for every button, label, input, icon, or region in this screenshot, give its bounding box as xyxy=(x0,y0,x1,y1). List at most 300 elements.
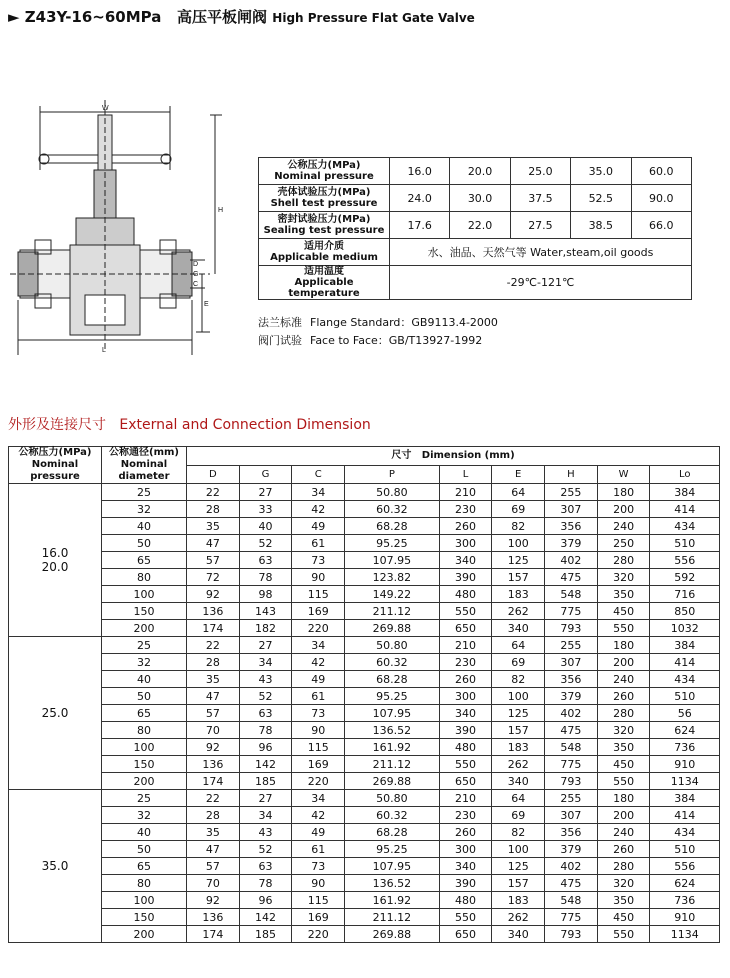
dimension-cell: 269.88 xyxy=(345,620,440,637)
title-en: High Pressure Flat Gate Valve xyxy=(272,11,475,25)
dimension-cell: 115 xyxy=(292,892,345,909)
dimension-cell: 100 xyxy=(492,535,545,552)
dimension-cell: 220 xyxy=(292,620,345,637)
dimension-cell: 90 xyxy=(292,569,345,586)
dimension-cell: 350 xyxy=(597,739,650,756)
dimension-cell: 63 xyxy=(239,552,292,569)
dimension-cell: 50.80 xyxy=(345,637,440,654)
spec-label: 密封试验压力(MPa) Sealing test pressure xyxy=(259,212,390,239)
column-header: Lo xyxy=(650,465,720,484)
dimension-cell: 1134 xyxy=(650,926,720,943)
dimension-cell: 100 xyxy=(492,688,545,705)
dimension-cell: 320 xyxy=(597,722,650,739)
column-header: C xyxy=(292,465,345,484)
diameter-cell: 25 xyxy=(102,790,187,807)
dimension-cell: 402 xyxy=(545,858,598,875)
dimension-cell: 82 xyxy=(492,671,545,688)
dimension-cell: 320 xyxy=(597,875,650,892)
dimension-cell: 185 xyxy=(239,926,292,943)
dimension-cell: 356 xyxy=(545,518,598,535)
dimension-cell: 125 xyxy=(492,858,545,875)
dimension-cell: 47 xyxy=(187,688,240,705)
dimension-cell: 260 xyxy=(597,841,650,858)
dimension-cell: 50.80 xyxy=(345,484,440,501)
dimension-cell: 100 xyxy=(492,841,545,858)
table-row xyxy=(9,501,720,518)
dimension-cell: 260 xyxy=(439,671,492,688)
dimension-cell: 49 xyxy=(292,518,345,535)
table-row xyxy=(9,552,720,569)
dimension-cell: 414 xyxy=(650,501,720,518)
dimension-cell: 262 xyxy=(492,756,545,773)
dimension-cell: 96 xyxy=(239,892,292,909)
dimension-cell: 157 xyxy=(492,722,545,739)
title-model: Z43Y-16~60MPa xyxy=(24,8,162,26)
dimension-cell: 136.52 xyxy=(345,722,440,739)
dimension-cell: 61 xyxy=(292,688,345,705)
standards xyxy=(258,314,506,350)
dimension-cell: 70 xyxy=(187,722,240,739)
dimension-cell: 47 xyxy=(187,535,240,552)
dimension-cell: 910 xyxy=(650,909,720,926)
dimension-cell: 34 xyxy=(239,807,292,824)
dimension-cell: 300 xyxy=(439,688,492,705)
dimension-cell: 60.32 xyxy=(345,501,440,518)
dimension-cell: 548 xyxy=(545,739,598,756)
dimension-cell: 92 xyxy=(187,739,240,756)
dimension-cell: 35 xyxy=(187,518,240,535)
dimension-cell: 125 xyxy=(492,705,545,722)
dimension-cell: 92 xyxy=(187,586,240,603)
dimension-cell: 157 xyxy=(492,569,545,586)
spec-value: 24.0 xyxy=(390,185,450,212)
dimension-cell: 95.25 xyxy=(345,841,440,858)
dimension-cell: 510 xyxy=(650,535,720,552)
table-row xyxy=(9,773,720,790)
dimension-cell: 350 xyxy=(597,586,650,603)
dimension-cell: 78 xyxy=(239,875,292,892)
dim-label-h: H xyxy=(218,207,224,214)
face-standard: 阀门试验 Face to Face：GB/T13927-1992 xyxy=(258,334,483,347)
diameter-cell: 32 xyxy=(102,654,187,671)
table-row xyxy=(9,637,720,654)
dimension-cell: 22 xyxy=(187,637,240,654)
dimension-cell: 90 xyxy=(292,722,345,739)
dimension-cell: 434 xyxy=(650,518,720,535)
dimension-cell: 52 xyxy=(239,841,292,858)
dimension-cell: 95.25 xyxy=(345,535,440,552)
dimension-cell: 210 xyxy=(439,637,492,654)
dimension-cell: 73 xyxy=(292,552,345,569)
pressure-group-cell: 35.0 xyxy=(9,790,102,943)
dimension-cell: 384 xyxy=(650,637,720,654)
dimension-cell: 78 xyxy=(239,722,292,739)
dimension-cell: 414 xyxy=(650,807,720,824)
dimension-cell: 650 xyxy=(439,926,492,943)
dimension-cell: 210 xyxy=(439,484,492,501)
diameter-cell: 25 xyxy=(102,484,187,501)
dimension-cell: 1134 xyxy=(650,773,720,790)
dimension-cell: 182 xyxy=(239,620,292,637)
dimension-cell: 550 xyxy=(597,926,650,943)
dimension-cell: 57 xyxy=(187,858,240,875)
dim-label-c: C xyxy=(193,281,199,288)
dimension-cell: 185 xyxy=(239,773,292,790)
dimension-cell: 68.28 xyxy=(345,518,440,535)
dimension-cell: 42 xyxy=(292,501,345,518)
dimension-cell: 230 xyxy=(439,501,492,518)
column-header: P xyxy=(345,465,440,484)
dimension-cell: 475 xyxy=(545,569,598,586)
pressure-group-cell: 16.0 20.0 xyxy=(9,484,102,637)
dimension-cell: 115 xyxy=(292,739,345,756)
dimension-cell: 107.95 xyxy=(345,705,440,722)
dimension-cell: 650 xyxy=(439,773,492,790)
dimension-cell: 68.28 xyxy=(345,824,440,841)
dimension-cell: 390 xyxy=(439,875,492,892)
dimension-cell: 22 xyxy=(187,484,240,501)
dimension-cell: 56 xyxy=(650,705,720,722)
spec-value: 25.0 xyxy=(510,158,570,185)
column-header: G xyxy=(239,465,292,484)
diameter-cell: 200 xyxy=(102,773,187,790)
table-row xyxy=(9,518,720,535)
table-row xyxy=(9,909,720,926)
dimension-cell: 320 xyxy=(597,569,650,586)
dimension-cell: 98 xyxy=(239,586,292,603)
spec-value: 37.5 xyxy=(510,185,570,212)
dimension-cell: 480 xyxy=(439,739,492,756)
dimension-cell: 340 xyxy=(439,552,492,569)
dimension-cell: 174 xyxy=(187,773,240,790)
spec-value: 30.0 xyxy=(450,185,510,212)
dimension-cell: 90 xyxy=(292,875,345,892)
dimension-cell: 1032 xyxy=(650,620,720,637)
dimension-cell: 34 xyxy=(292,637,345,654)
table-row xyxy=(9,756,720,773)
diameter-cell: 50 xyxy=(102,841,187,858)
dimension-cell: 775 xyxy=(545,603,598,620)
table-row xyxy=(9,892,720,909)
dimension-cell: 174 xyxy=(187,620,240,637)
diameter-cell: 40 xyxy=(102,824,187,841)
dimension-cell: 211.12 xyxy=(345,756,440,773)
dimension-cell: 384 xyxy=(650,484,720,501)
spec-value: 52.5 xyxy=(571,185,631,212)
dimension-cell: 42 xyxy=(292,807,345,824)
dimension-cell: 40 xyxy=(239,518,292,535)
dimension-cell: 624 xyxy=(650,875,720,892)
dimension-cell: 61 xyxy=(292,535,345,552)
dimension-cell: 480 xyxy=(439,892,492,909)
dimension-cell: 650 xyxy=(439,620,492,637)
dimension-cell: 69 xyxy=(492,654,545,671)
dimension-cell: 142 xyxy=(239,756,292,773)
table-row xyxy=(9,586,720,603)
dimension-cell: 60.32 xyxy=(345,654,440,671)
dimension-cell: 280 xyxy=(597,858,650,875)
dimension-cell: 27 xyxy=(239,790,292,807)
dimension-cell: 125 xyxy=(492,552,545,569)
dimension-cell: 174 xyxy=(187,926,240,943)
dimension-cell: 143 xyxy=(239,603,292,620)
dim-label-w: W xyxy=(102,105,109,112)
dimension-cell: 548 xyxy=(545,586,598,603)
dimension-cell: 220 xyxy=(292,773,345,790)
spec-label: 壳体试验压力(MPa) Shell test pressure xyxy=(259,185,390,212)
table-row xyxy=(9,671,720,688)
diameter-cell: 32 xyxy=(102,807,187,824)
dimension-cell: 240 xyxy=(597,671,650,688)
dimension-cell: 52 xyxy=(239,688,292,705)
dimension-cell: 96 xyxy=(239,739,292,756)
dimension-cell: 136.52 xyxy=(345,875,440,892)
dimension-cell: 775 xyxy=(545,909,598,926)
spec-value: 22.0 xyxy=(450,212,510,239)
dimension-cell: 379 xyxy=(545,535,598,552)
spec-value: 66.0 xyxy=(631,212,692,239)
dimension-cell: 183 xyxy=(492,892,545,909)
dimension-cell: 64 xyxy=(492,484,545,501)
diameter-cell: 200 xyxy=(102,926,187,943)
dimension-cell: 434 xyxy=(650,824,720,841)
dimension-cell: 183 xyxy=(492,586,545,603)
dimension-cell: 550 xyxy=(439,909,492,926)
dimension-cell: 115 xyxy=(292,586,345,603)
column-header: D xyxy=(187,465,240,484)
dimension-cell: 250 xyxy=(597,535,650,552)
dimension-cell: 28 xyxy=(187,501,240,518)
dimension-cell: 169 xyxy=(292,756,345,773)
dimension-cell: 72 xyxy=(187,569,240,586)
diameter-cell: 80 xyxy=(102,875,187,892)
dimension-cell: 379 xyxy=(545,688,598,705)
spec-table xyxy=(258,157,692,300)
dimension-cell: 340 xyxy=(439,858,492,875)
dimension-cell: 52 xyxy=(239,535,292,552)
diameter-cell: 50 xyxy=(102,535,187,552)
dimension-cell: 550 xyxy=(597,620,650,637)
dimension-cell: 57 xyxy=(187,552,240,569)
dimension-cell: 169 xyxy=(292,909,345,926)
dimension-cell: 910 xyxy=(650,756,720,773)
dimension-cell: 550 xyxy=(439,603,492,620)
dimension-cell: 340 xyxy=(492,620,545,637)
table-row xyxy=(9,620,720,637)
dimension-cell: 183 xyxy=(492,739,545,756)
dimension-cell: 169 xyxy=(292,603,345,620)
dimension-cell: 82 xyxy=(492,824,545,841)
dimension-cell: 280 xyxy=(597,552,650,569)
flange-standard: 法兰标准 Flange Standard：GB9113.4-2000 xyxy=(258,316,498,329)
dimension-cell: 180 xyxy=(597,637,650,654)
dimension-cell: 550 xyxy=(597,773,650,790)
page-title xyxy=(8,6,475,27)
diameter-cell: 200 xyxy=(102,620,187,637)
dimension-cell: 73 xyxy=(292,858,345,875)
dim-label-e: E xyxy=(204,301,209,308)
table-row xyxy=(9,688,720,705)
dimension-cell: 57 xyxy=(187,705,240,722)
dim-label-g: G xyxy=(193,271,199,278)
spec-value: 38.5 xyxy=(571,212,631,239)
column-header: E xyxy=(492,465,545,484)
dimension-cell: 793 xyxy=(545,773,598,790)
dimension-cell: 260 xyxy=(439,518,492,535)
table-row xyxy=(9,484,720,501)
dimension-cell: 34 xyxy=(239,654,292,671)
table-row xyxy=(9,535,720,552)
dimension-cell: 200 xyxy=(597,807,650,824)
dimension-cell: 356 xyxy=(545,824,598,841)
table-row xyxy=(9,858,720,875)
spec-row xyxy=(259,212,692,239)
column-header: W xyxy=(597,465,650,484)
diameter-cell: 150 xyxy=(102,909,187,926)
dimension-cell: 157 xyxy=(492,875,545,892)
spec-value: 60.0 xyxy=(631,158,692,185)
dimension-cell: 47 xyxy=(187,841,240,858)
dimension-cell: 180 xyxy=(597,484,650,501)
dimension-cell: 450 xyxy=(597,909,650,926)
dimension-cell: 384 xyxy=(650,790,720,807)
dimension-cell: 300 xyxy=(439,535,492,552)
dimension-heading: 外形及连接尺寸 External and Connection Dimension xyxy=(8,417,371,433)
dimension-cell: 230 xyxy=(439,807,492,824)
dimension-cell: 475 xyxy=(545,722,598,739)
dim-label-l: L xyxy=(102,347,106,354)
dimension-cell: 73 xyxy=(292,705,345,722)
column-header: H xyxy=(545,465,598,484)
dimension-cell: 149.22 xyxy=(345,586,440,603)
dimension-cell: 136 xyxy=(187,909,240,926)
dimension-cell: 300 xyxy=(439,841,492,858)
dimension-cell: 136 xyxy=(187,756,240,773)
table-row xyxy=(9,603,720,620)
spec-value: 90.0 xyxy=(631,185,692,212)
dimension-cell: 34 xyxy=(292,790,345,807)
dimension-cell: 556 xyxy=(650,858,720,875)
spec-value: 17.6 xyxy=(390,212,450,239)
dimension-cell: 548 xyxy=(545,892,598,909)
dimension-cell: 414 xyxy=(650,654,720,671)
dimension-cell: 107.95 xyxy=(345,552,440,569)
title-cn: 高压平板闸阀 xyxy=(177,8,268,26)
spec-value: 20.0 xyxy=(450,158,510,185)
dimension-cell: 307 xyxy=(545,654,598,671)
dimension-cell: 262 xyxy=(492,909,545,926)
table-row xyxy=(9,841,720,858)
table-row xyxy=(9,569,720,586)
dimension-cell: 307 xyxy=(545,501,598,518)
dimension-cell: 260 xyxy=(597,688,650,705)
dimension-cell: 793 xyxy=(545,620,598,637)
diameter-cell: 65 xyxy=(102,552,187,569)
dimension-cell: 255 xyxy=(545,484,598,501)
dimension-cell: 510 xyxy=(650,841,720,858)
dimension-cell: 240 xyxy=(597,518,650,535)
dimension-cell: 43 xyxy=(239,671,292,688)
pressure-group-cell: 25.0 xyxy=(9,637,102,790)
spec-row xyxy=(259,158,692,185)
dimension-cell: 510 xyxy=(650,688,720,705)
dimension-cell: 402 xyxy=(545,705,598,722)
dimension-cell: 136 xyxy=(187,603,240,620)
dimension-cell: 70 xyxy=(187,875,240,892)
dimension-cell: 34 xyxy=(292,484,345,501)
spec-value: 35.0 xyxy=(571,158,631,185)
dimension-cell: 775 xyxy=(545,756,598,773)
dimension-cell: 60.32 xyxy=(345,807,440,824)
dimension-cell: 624 xyxy=(650,722,720,739)
table-row xyxy=(9,739,720,756)
table-row xyxy=(9,722,720,739)
dimension-cell: 356 xyxy=(545,671,598,688)
dimension-cell: 260 xyxy=(439,824,492,841)
dimension-cell: 22 xyxy=(187,790,240,807)
spec-row xyxy=(259,185,692,212)
spec-value: 16.0 xyxy=(390,158,450,185)
dimension-cell: 480 xyxy=(439,586,492,603)
dimension-cell: 262 xyxy=(492,603,545,620)
dimension-cell: 68.28 xyxy=(345,671,440,688)
spec-label: 公称压力(MPa) Nominal pressure xyxy=(259,158,390,185)
dimension-cell: 230 xyxy=(439,654,492,671)
column-header: L xyxy=(439,465,492,484)
dimension-cell: 95.25 xyxy=(345,688,440,705)
dimension-cell: 64 xyxy=(492,790,545,807)
dimension-cell: 220 xyxy=(292,926,345,943)
table-row xyxy=(9,807,720,824)
dimension-cell: 42 xyxy=(292,654,345,671)
diameter-cell: 32 xyxy=(102,501,187,518)
dimension-cell: 78 xyxy=(239,569,292,586)
dimension-cell: 63 xyxy=(239,858,292,875)
dimension-cell: 35 xyxy=(187,671,240,688)
dimension-cell: 450 xyxy=(597,756,650,773)
dimension-cell: 92 xyxy=(187,892,240,909)
valve-drawing xyxy=(10,100,240,362)
dimension-cell: 736 xyxy=(650,892,720,909)
spec-row xyxy=(259,266,692,300)
dimension-cell: 307 xyxy=(545,807,598,824)
medium-value: 水、油品、天然气等 Water,steam,oil goods xyxy=(390,239,692,266)
dimension-cell: 123.82 xyxy=(345,569,440,586)
dimension-cell: 210 xyxy=(439,790,492,807)
dimension-cell: 850 xyxy=(650,603,720,620)
dimension-cell: 390 xyxy=(439,722,492,739)
diameter-cell: 40 xyxy=(102,671,187,688)
dimension-table xyxy=(8,446,720,943)
dim-label-d: D xyxy=(193,261,199,268)
dimension-cell: 200 xyxy=(597,501,650,518)
dimension-cell: 340 xyxy=(492,773,545,790)
dimension-cell: 211.12 xyxy=(345,603,440,620)
dimension-cell: 180 xyxy=(597,790,650,807)
dimension-cell: 28 xyxy=(187,807,240,824)
head-diameter: 公称通径(mm) Nominal diameter xyxy=(102,447,187,484)
dimension-cell: 716 xyxy=(650,586,720,603)
diameter-cell: 150 xyxy=(102,756,187,773)
dimension-cell: 27 xyxy=(239,637,292,654)
table-row xyxy=(9,705,720,722)
dimension-cell: 379 xyxy=(545,841,598,858)
dimension-cell: 27 xyxy=(239,484,292,501)
dimension-cell: 556 xyxy=(650,552,720,569)
dimension-cell: 161.92 xyxy=(345,739,440,756)
dimension-cell: 49 xyxy=(292,671,345,688)
dimension-cell: 161.92 xyxy=(345,892,440,909)
